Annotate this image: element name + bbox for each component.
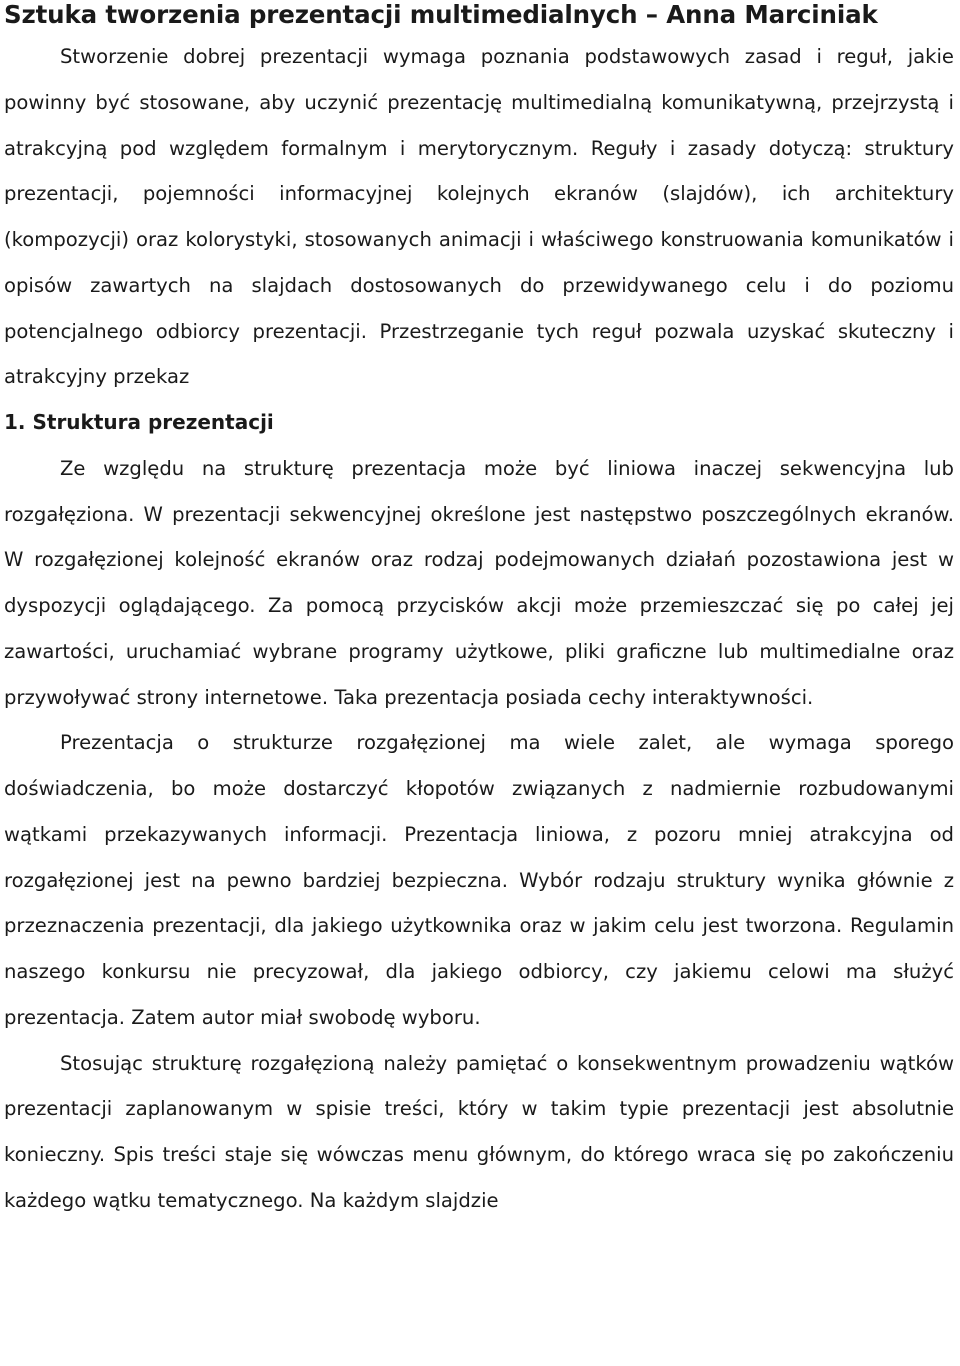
section-heading: 1. Struktura prezentacji [4,410,274,434]
section-paragraph-1: Ze względu na strukturę prezentacja może być liniowa inaczej sekwencyjna lub rozgałęziona. W prezentacji sekwencyjnej określone jest następstwo poszczególnych ekranów. W rozgałęzionej kolejność ekranów oraz rodzaj podejmowanych działań pozostawiona jest w dyspozycji oglądającego. Za pomocą przycisków akcji może przemieszczać się po całej jej zawartości, uruchamiać wybrane programy użytkowe, pliki graficzne lub multimedialne oraz przywoływać strony internetowe. Taka prezentacja posiada cechy interaktywności. [4,456,954,709]
document-title: Sztuka tworzenia prezentacji multimedialnych – Anna Marciniak [4,0,878,29]
document-body [0,34,960,1224]
section-paragraph-3: Stosując strukturę rozgałęzioną należy pamiętać o konsekwentnym prowadzeniu wątków prezentacji zaplanowanym w spisie treści, który w takim typie prezentacji jest absolutnie konieczny. Spis treści staje się wówczas menu głównym, do którego wraca się po zakończeniu każdego wątku tematycznego. Na każdym slajdzie [4,1051,954,1212]
intro-paragraph: Stworzenie dobrej prezentacji wymaga poznania podstawowych zasad i reguł, jakie powinny być stosowane, aby uczynić prezentację multimedialną komunikatywną, przejrzystą i atrakcyjną pod względem formalnym i merytorycznym. Reguły i zasady dotyczą: struktury prezentacji, pojemności informacyjnej kolejnych ekranów (slajdów), ich architektury (kompozycji) oraz kolorystyki, stosowanych animacji i właściwego konstruowania komunikatów i opisów zawartych na slajdach dostosowanych do przewidywanego celu i do poziomu potencjalnego odbiorcy prezentacji. Przestrzeganie tych reguł pozwala uzyskać skuteczny i atrakcyjny przekaz [4,45,954,389]
section-paragraph-2: Prezentacja o strukturze rozgałęzionej ma wiele zalet, ale wymaga sporego doświadczenia, bo może dostarczyć kłopotów związanych z nadmiernie rozbudowanymi wątkami przekazywanych informacji. Prezentacja liniowa, z pozoru mniej atrakcyjna od rozgałęzionej jest na pewno bardziej bezpieczna. Wybór rodzaju struktury wynika głównie z przeznaczenia prezentacji, dla jakiego użytkownika oraz w jakim celu jest tworzona. Regulamin naszego konkursu nie precyzował, dla jakiego odbiorcy, czy jakiemu celowi ma służyć prezentacja. Zatem autor miał swobodę wyboru. [4,731,954,1029]
